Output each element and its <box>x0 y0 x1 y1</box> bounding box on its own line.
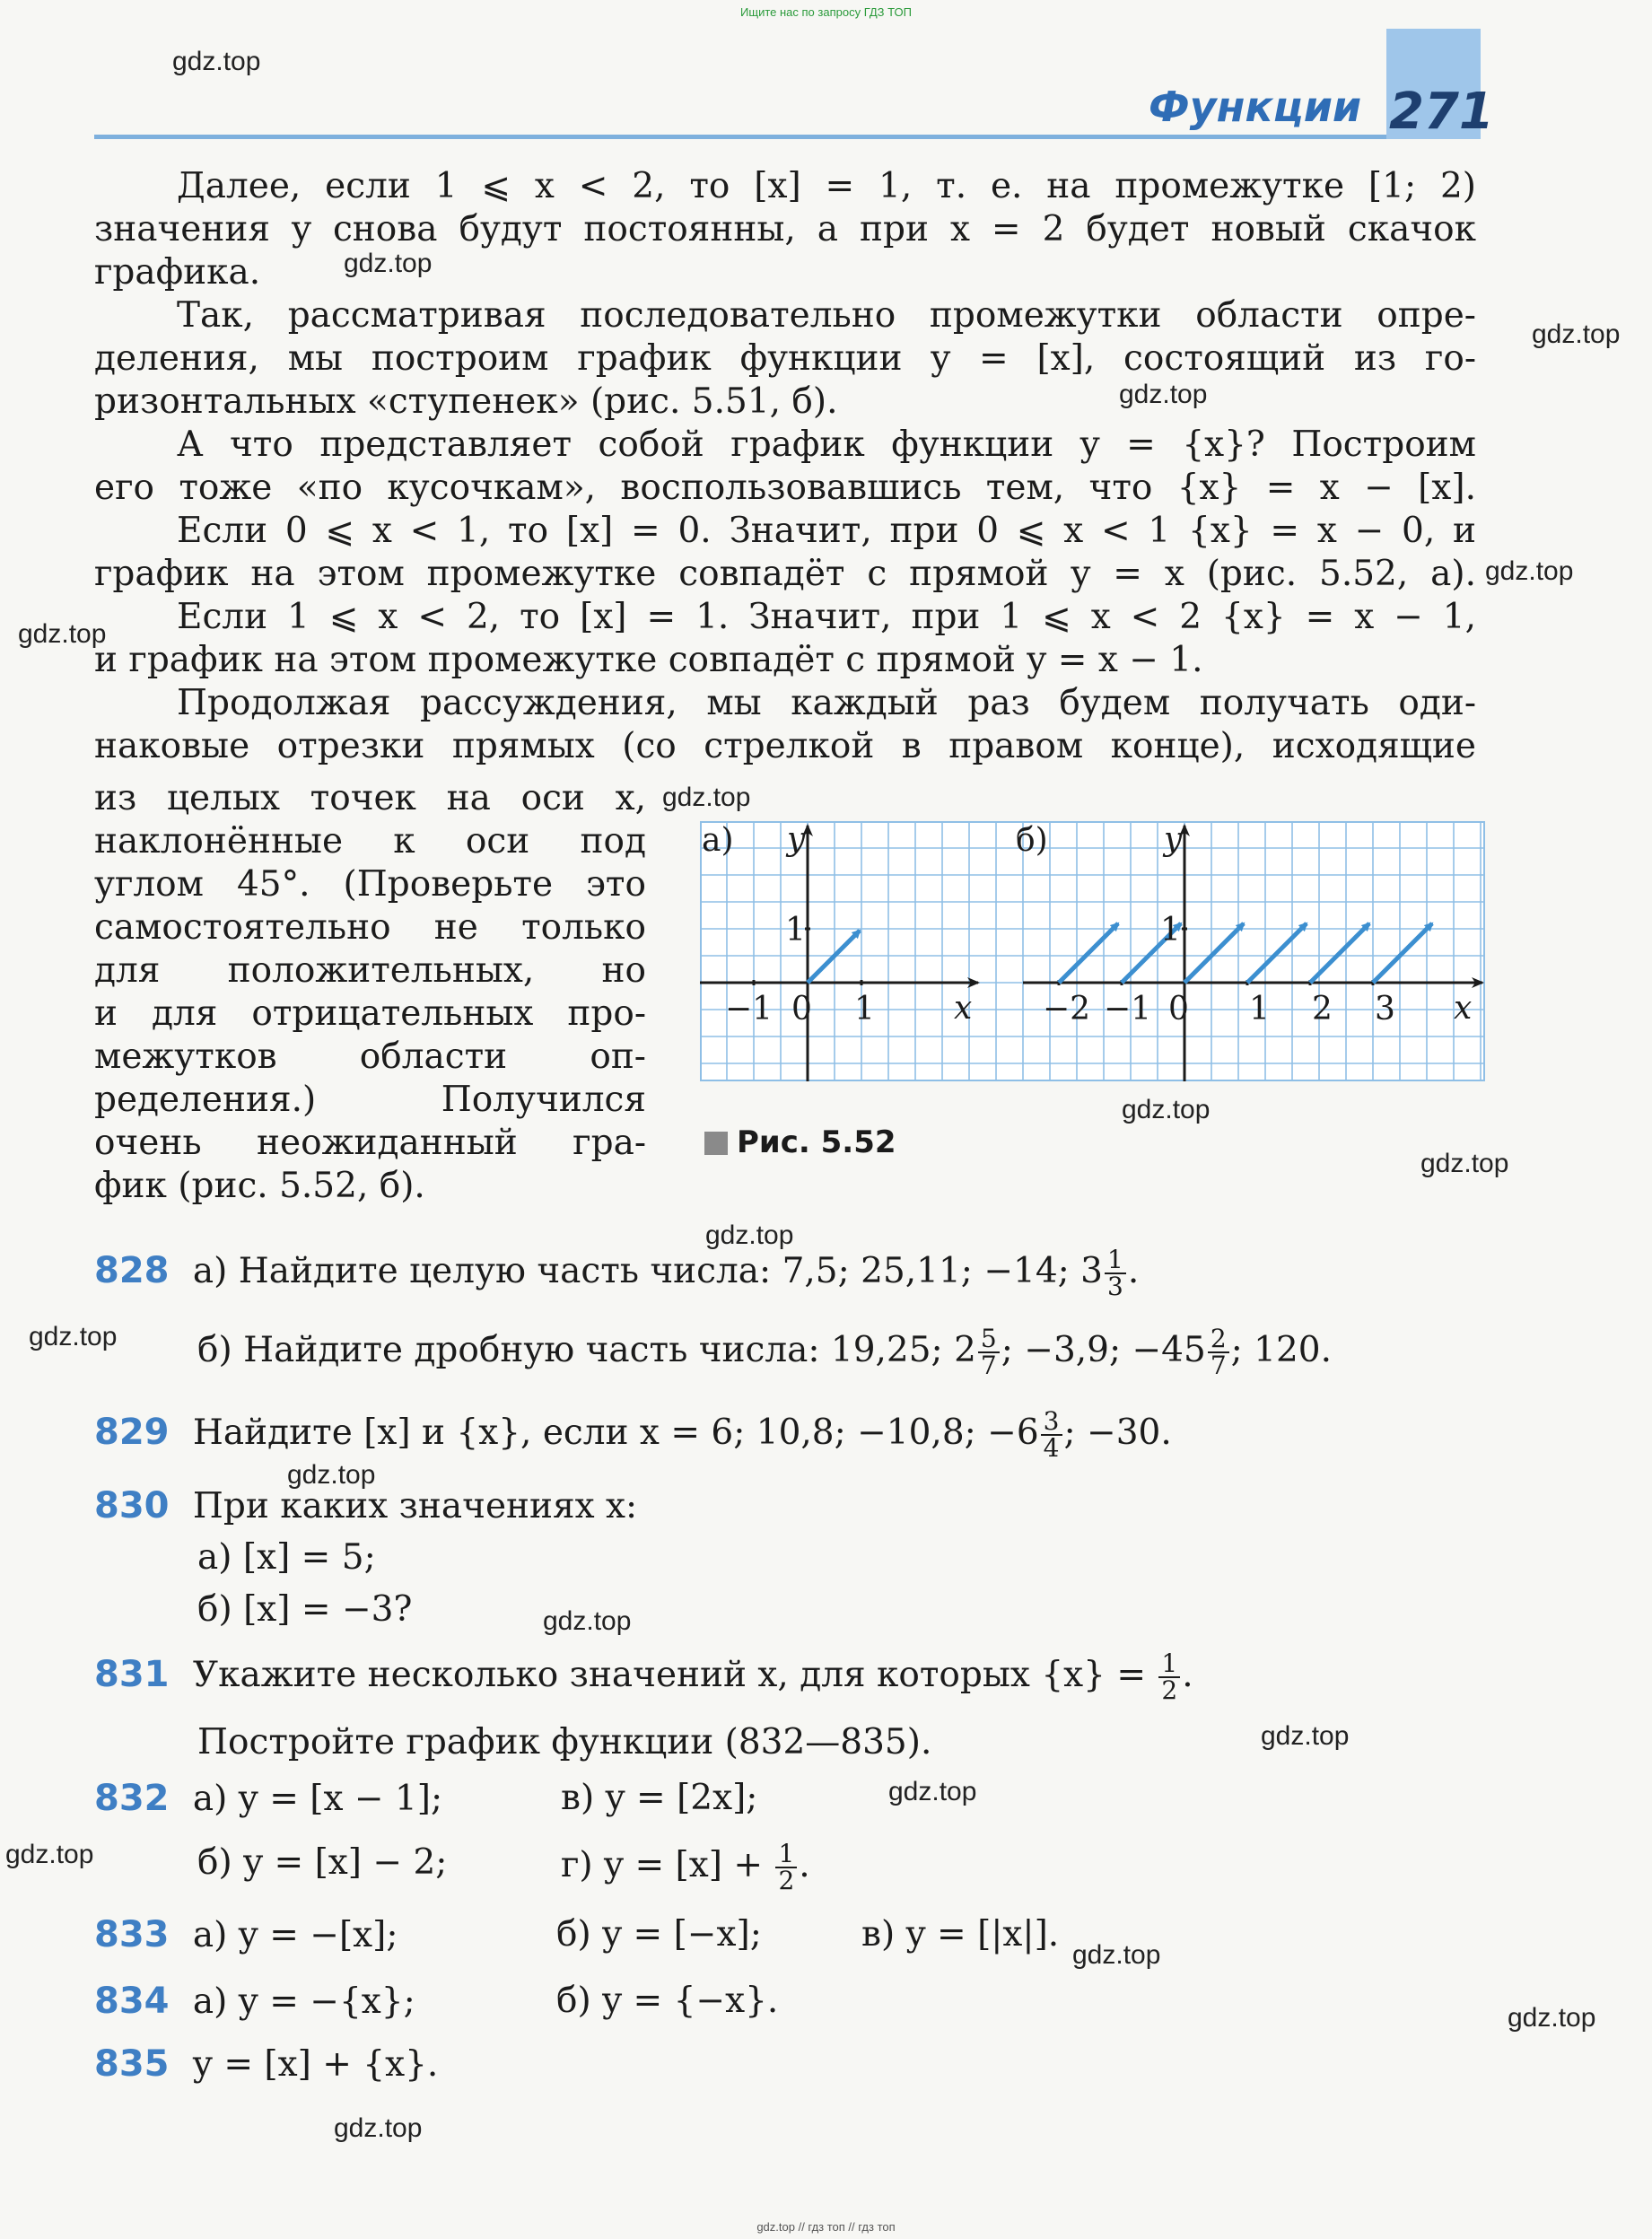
watermark: gdz.top <box>1420 1149 1509 1178</box>
tick-label-x: 1 <box>854 991 875 1028</box>
x-axis-label: x <box>1454 990 1473 1027</box>
fraction: $\frac{3}{4}$ <box>1041 1409 1062 1461</box>
exercise-829: 829 Найдите [x] и {x}, если x = 6; 10,8; −10,8; −6 $\frac{3}{4}$ ; −30. <box>94 1406 1172 1463</box>
exercise-number: 834 <box>94 1981 170 2022</box>
exercise-number: 832 <box>94 1778 170 1819</box>
watermark: gdz.top <box>888 1777 977 1806</box>
watermark: gdz.top <box>334 2113 423 2143</box>
watermark: gdz.top <box>1122 1095 1211 1124</box>
exercise-832v: в) y = [2x]; <box>561 1778 758 1818</box>
exercise-number: 833 <box>94 1914 170 1955</box>
watermark: gdz.top <box>29 1322 118 1351</box>
watermark: gdz.top <box>18 619 107 649</box>
exercise-831: 831 Укажите несколько значений x, для которых {x} = $\frac{1}{2}$ . <box>94 1649 1193 1705</box>
watermark: gdz.top <box>1532 319 1621 349</box>
y-axis-label: y <box>1164 821 1183 858</box>
exercise-833b: б) y = [−x]; <box>556 1914 762 1955</box>
fraction: $\frac{1}{2}$ <box>1158 1651 1180 1703</box>
paragraph-3: А что представляет собой график функции y = {x}? Построим его тоже «по кусочкам», воспользовавшись тем, что {x} = x − [x]. <box>94 424 1476 508</box>
watermark: gdz.top <box>1485 556 1574 586</box>
watermark: gdz.top <box>344 249 433 278</box>
exercise-833v: в) y = [|x|]. <box>861 1914 1060 1955</box>
figure-5-52 <box>700 821 1485 1081</box>
fraction: $\frac{5}{7}$ <box>978 1326 1000 1378</box>
top-note: Ищите нас по запросу ГДЗ ТОП <box>740 5 912 19</box>
tick-label-x: −1 <box>725 991 774 1028</box>
watermark: gdz.top <box>662 783 751 812</box>
exercise-number: 829 <box>94 1412 170 1453</box>
panel-b-label: б) <box>1016 822 1048 859</box>
paragraph-4: Если 0 ⩽ x < 1, то [x] = 0. Значит, при 0 ⩽ x < 1 {x} = x − 0, и график на этом промежутке совпадёт с прямой y = x (рис. 5.52, а). <box>94 511 1476 594</box>
exercise-835: 835 y = [x] + {x}. <box>94 2043 439 2085</box>
exercise-832: 832 а) y = [x − 1]; <box>94 1778 443 1819</box>
left-column-text: из целых точек на оси x, наклонённые к оси под углом 45°. (Проверьте это самостоятельно не только для положительных, но и для отрицательных про- межутков области оп- ределения.) Получился очень неожиданный гра- фик (рис. 5.52, б). <box>94 778 646 1206</box>
exercise-832b: б) y = [x] − 2; <box>197 1842 448 1883</box>
panel-a-label: а) <box>702 822 734 859</box>
tick-label-x: 2 <box>1312 991 1333 1028</box>
exercise-828a: 828 а) Найдите целую часть числа: 7,5; 25,11; −14; 3 $\frac{1}{3}$ . <box>94 1245 1140 1301</box>
caption-marker <box>704 1132 728 1155</box>
exercise-number: 831 <box>94 1654 170 1695</box>
tick-label-y: 1 <box>1160 912 1181 949</box>
exercise-834b: б) y = {−x}. <box>556 1981 779 2021</box>
watermark: gdz.top <box>543 1606 632 1636</box>
figure-caption: Рис. 5.52 <box>704 1124 896 1160</box>
exercise-830: 830 При каких значениях x: <box>94 1485 638 1526</box>
exercise-828b: б) Найдите дробную часть числа: 19,25; 2 $\frac{5}{7}$ ; −3,9; −45 $\frac{2}{7}$ ; 120. <box>197 1324 1333 1380</box>
tick-label-x: 0 <box>1168 991 1189 1028</box>
tick-label-x: −1 <box>1104 991 1152 1028</box>
x-axis-label: x <box>954 990 973 1027</box>
fraction: $\frac{1}{2}$ <box>775 1841 797 1894</box>
exercise-832g: г) y = [x] + $\frac{1}{2}$ . <box>561 1839 810 1895</box>
paragraph-6: Продолжая рассуждения, мы каждый раз будем получать оди- наковые отрезки прямых (со стрелкой в правом конце), исходящие <box>94 683 1476 766</box>
exercise-833: 833 а) y = −[x]; <box>94 1914 398 1955</box>
tick-label-x: 3 <box>1375 991 1395 1028</box>
exercise-830b: б) [x] = −3? <box>197 1589 413 1630</box>
tick-label-x: 1 <box>1249 991 1270 1028</box>
tick-label-x: −2 <box>1043 991 1091 1028</box>
exercise-830a: а) [x] = 5; <box>197 1537 376 1578</box>
fraction: $\frac{2}{7}$ <box>1208 1326 1229 1378</box>
build-instruction: Постройте график функции (832—835). <box>197 1722 932 1762</box>
watermark: gdz.top <box>1119 380 1208 409</box>
main-text <box>94 165 1476 768</box>
watermark: gdz.top <box>172 47 261 76</box>
exercise-834: 834 а) y = −{x}; <box>94 1981 415 2022</box>
page-number: 271 <box>1389 83 1494 141</box>
tick-label-x: 0 <box>791 991 812 1028</box>
section-title: Функции <box>1149 83 1362 131</box>
watermark: gdz.top <box>1508 2003 1596 2033</box>
fraction: $\frac{1}{3}$ <box>1105 1247 1126 1299</box>
exercise-number: 830 <box>94 1485 170 1526</box>
watermark: gdz.top <box>1072 1940 1161 1970</box>
watermark: gdz.top <box>705 1220 794 1250</box>
watermark: gdz.top <box>1261 1721 1350 1751</box>
tick-label-y: 1 <box>785 912 806 949</box>
exercise-number: 828 <box>94 1250 170 1291</box>
paragraph-2: Так, рассматривая последовательно промежутки области опре- деления, мы построим график функции y = [x], состоящий из го- ризонтальных «ступенек» (рис. 5.51, б). <box>94 295 1476 422</box>
y-axis-label: y <box>787 821 806 858</box>
watermark: gdz.top <box>5 1840 94 1869</box>
watermark: gdz.top <box>287 1460 376 1490</box>
header-rule <box>94 135 1481 139</box>
paragraph-1: Далее, если 1 ⩽ x < 2, то [x] = 1, т. е. на промежутке [1; 2) значения y снова будут постоянны, а при x = 2 будет новый скачок графика. <box>94 166 1476 293</box>
paragraph-5: Если 1 ⩽ x < 2, то [x] = 1. Значит, при 1 ⩽ x < 2 {x} = x − 1, и график на этом промежутке совпадёт с прямой y = x − 1. <box>94 597 1476 680</box>
exercise-number: 835 <box>94 2043 170 2085</box>
bottom-note: gdz.top // гдз топ // гдз топ <box>756 2220 896 2234</box>
